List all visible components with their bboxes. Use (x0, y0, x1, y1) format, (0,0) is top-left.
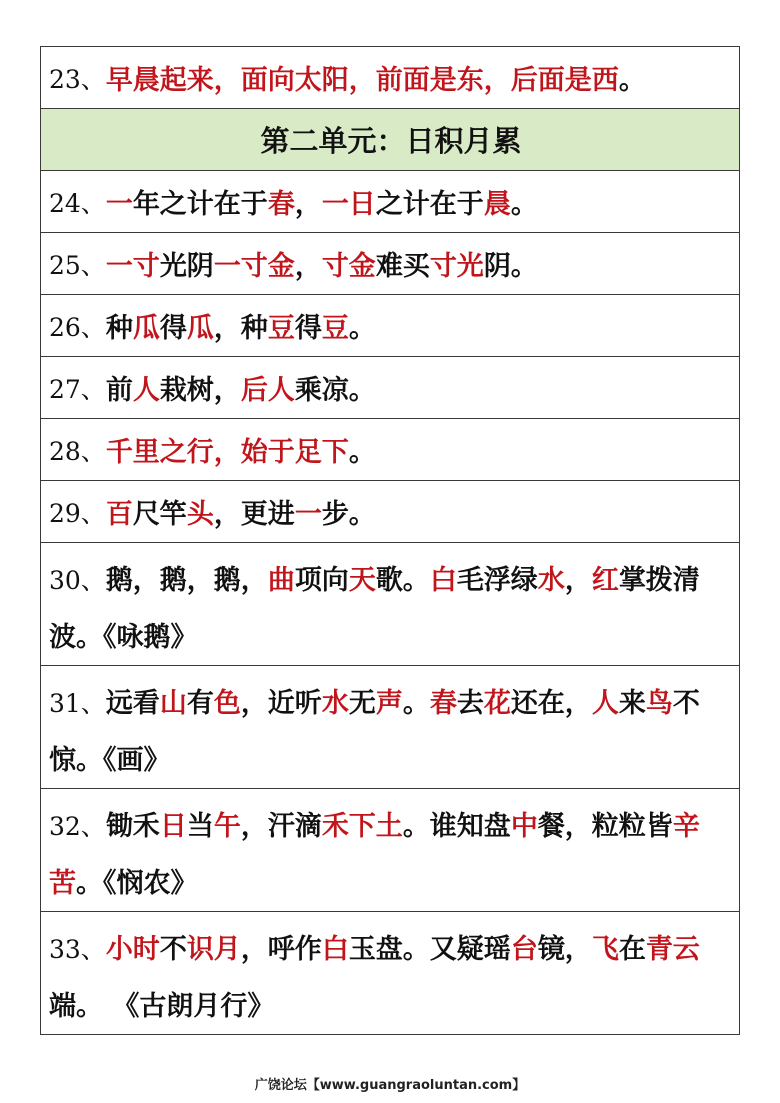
highlight-text: 寸光 (429, 251, 484, 282)
highlight-text: 台 (510, 934, 538, 965)
body-text: ，汗滴 (240, 811, 322, 842)
item-number: 33、 (49, 935, 106, 964)
highlight-text: 声 (375, 688, 403, 719)
body-text: 在 (618, 934, 646, 965)
body-text: 。 (510, 189, 538, 220)
highlight-text: 曲 (267, 565, 295, 596)
highlight-text: 水 (537, 565, 565, 596)
highlight-text: 花 (483, 688, 511, 719)
body-text: 种 (105, 313, 133, 344)
highlight-text: 寸金 (321, 251, 376, 282)
body-text: 无 (348, 688, 376, 719)
highlight-text: 日 (159, 811, 187, 842)
highlight-text: 晨 (483, 189, 511, 220)
body-text: ，近听 (240, 688, 322, 719)
body-text: 端。 《古朗月行》 (49, 991, 275, 1022)
body-text: 。 (348, 313, 376, 344)
item-row (41, 295, 739, 357)
body-text: 。 (348, 437, 376, 468)
body-text: 得 (294, 313, 322, 344)
item-row (41, 357, 739, 419)
item-row (41, 912, 739, 1035)
item-number: 28、 (49, 436, 106, 466)
item-row (41, 481, 739, 543)
highlight-text: 水 (321, 688, 349, 719)
item-number: 26、 (49, 312, 106, 342)
body-text: ， (294, 251, 322, 282)
body-text: 阴。 (483, 251, 538, 282)
highlight-text: 飞 (591, 934, 619, 965)
item-number: 24、 (49, 188, 106, 218)
highlight-text: 早晨起来，面向太阳，前面是东，后面是西 (105, 65, 619, 96)
highlight-text: 识月 (186, 934, 241, 965)
item-number: 31、 (49, 689, 106, 718)
highlight-text: 一日 (321, 189, 376, 220)
body-text: 项向 (294, 565, 349, 596)
highlight-text: 白 (429, 565, 457, 596)
highlight-text: 人 (132, 375, 160, 406)
highlight-text: 鸟 (645, 688, 673, 719)
item-row (41, 233, 739, 295)
body-text: 来 (618, 688, 646, 719)
highlight-text: 色 (213, 688, 241, 719)
body-text: 得 (159, 313, 187, 344)
body-text: 。《悯农》 (76, 868, 198, 899)
body-text: 鹅，鹅，鹅， (105, 565, 268, 596)
body-text: 。 (402, 688, 430, 719)
body-text: 。谁知盘 (402, 811, 511, 842)
body-text: 不惊。《画》 (49, 688, 700, 776)
item-row (41, 543, 739, 666)
footer-source: 广饶论坛【www.guangraoluntan.com】 (254, 1078, 526, 1093)
body-text: 前 (105, 375, 133, 406)
body-text: 乘凉。 (294, 375, 376, 406)
highlight-text: 春 (429, 688, 457, 719)
highlight-text: 人 (591, 688, 619, 719)
body-text: ，呼作 (240, 934, 322, 965)
body-text: 还在， (510, 688, 592, 719)
body-text: 难买 (375, 251, 430, 282)
body-text: 步。 (321, 499, 376, 530)
highlight-text: 白 (321, 934, 349, 965)
body-text: 玉盘。又疑瑶 (348, 934, 511, 965)
item-row (41, 47, 739, 109)
body-text: 尺竿 (132, 499, 187, 530)
highlight-text: 一 (105, 189, 133, 220)
highlight-text: 后人 (240, 375, 295, 406)
highlight-text: 豆 (321, 313, 349, 344)
highlight-text: 辛苦 (49, 811, 700, 899)
highlight-text: 午 (213, 811, 241, 842)
body-text: ，更进 (213, 499, 295, 530)
highlight-text: 一寸 (105, 251, 160, 282)
unit-title: 第二单元：日积月累 (41, 109, 739, 171)
item-row (41, 789, 739, 912)
body-text: 餐，粒粒皆 (537, 811, 673, 842)
body-text: 远看 (105, 688, 160, 719)
highlight-text: 天 (348, 565, 376, 596)
highlight-text: 红 (591, 565, 619, 596)
highlight-text: 瓜 (132, 313, 160, 344)
highlight-text: 中 (510, 811, 538, 842)
highlight-text: 头 (186, 499, 214, 530)
body-text: 光阴 (159, 251, 214, 282)
item-row (41, 419, 739, 481)
body-text: 当 (186, 811, 214, 842)
highlight-text: 一寸金 (213, 251, 295, 282)
item-number: 32、 (49, 812, 106, 841)
item-number: 27、 (49, 374, 106, 404)
highlight-text: 山 (159, 688, 187, 719)
body-text: ，种 (213, 313, 268, 344)
item-number: 30、 (49, 566, 106, 595)
body-text: 去 (456, 688, 484, 719)
body-text: ， (564, 565, 592, 596)
body-text: 年之计在于 (132, 189, 268, 220)
highlight-text: 瓜 (186, 313, 214, 344)
highlight-text: 小时 (105, 934, 160, 965)
item-row (41, 666, 739, 789)
highlight-text: 青云 (645, 934, 700, 965)
body-text: 歌。 (375, 565, 430, 596)
highlight-text: 春 (267, 189, 295, 220)
item-number: 29、 (49, 498, 106, 528)
highlight-text: 一 (294, 499, 322, 530)
body-text: 有 (186, 688, 214, 719)
body-text: 。 (618, 65, 646, 96)
body-text: 栽树， (159, 375, 241, 406)
body-text: 镜， (537, 934, 592, 965)
body-text: 锄禾 (105, 811, 160, 842)
body-text: 之计在于 (375, 189, 484, 220)
highlight-text: 豆 (267, 313, 295, 344)
item-number: 25、 (49, 250, 106, 280)
body-text: 掌拨清波。《咏鹅》 (49, 565, 700, 653)
poem-table (40, 46, 740, 1035)
highlight-text: 禾下土 (321, 811, 403, 842)
highlight-text: 百 (105, 499, 133, 530)
item-number: 23、 (49, 64, 106, 94)
highlight-text: 千里之行，始于足下 (105, 437, 349, 468)
body-text: 不 (159, 934, 187, 965)
body-text: 毛浮绿 (456, 565, 538, 596)
item-row (41, 171, 739, 233)
body-text: ， (294, 189, 322, 220)
